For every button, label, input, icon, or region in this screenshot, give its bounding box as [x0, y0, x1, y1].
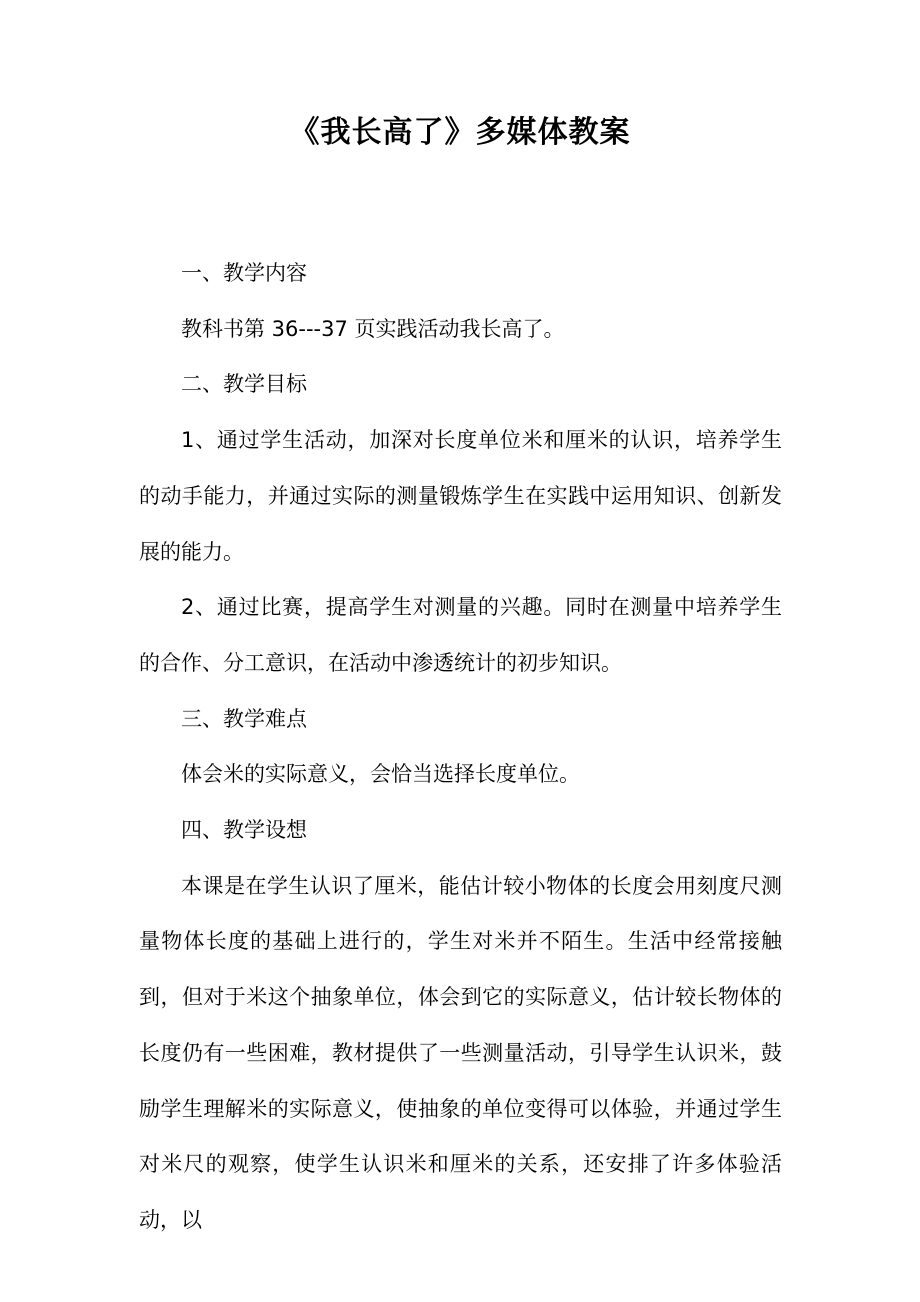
paragraph-content-text: 教科书第 36---37 页实践活动我长高了。	[181, 316, 565, 341]
paragraph-design-text: 本课是在学生认识了厘米，能估计较小物体的长度会用刻度尺测量物体长度的基础上进行的，学生对米并不陌生。生活中经常接触到，但对于米这个抽象单位，体会到它的实际意义，估计较长物体的长度仍有一些困难，教材提供了一些测量活动，引导学生认识米，鼓励学生理解米的实际意义，使抽象的单位变得可以体验，并通过学生对米尺的观察，使学生认识米和厘米的关系，还安排了许多体验活动，以	[139, 873, 782, 1232]
paragraph-goal-1: 1、通过学生活动，加深对长度单位米和厘米的认识，培养学生的动手能力，并通过实际的测量锻炼学生在实践中运用知识、创新发展的能力。	[139, 428, 782, 564]
paragraph-difficulties-text: 体会米的实际意义，会恰当选择长度单位。	[181, 762, 580, 787]
document-title: 《我长高了》多媒体教案	[289, 115, 631, 150]
section-heading-design: 四、教学设想	[181, 818, 307, 843]
section-heading-content: 一、教学内容	[181, 261, 307, 285]
paragraph-goal-2: 2、通过比赛，提高学生对测量的兴趣。同时在测量中培养学生的合作、分工意识，在活动中渗透统计的初步知识。	[139, 595, 782, 675]
section-heading-goals: 二、教学目标	[181, 372, 307, 397]
section-heading-difficulties: 三、教学难点	[181, 706, 307, 731]
document-body	[139, 246, 782, 1249]
